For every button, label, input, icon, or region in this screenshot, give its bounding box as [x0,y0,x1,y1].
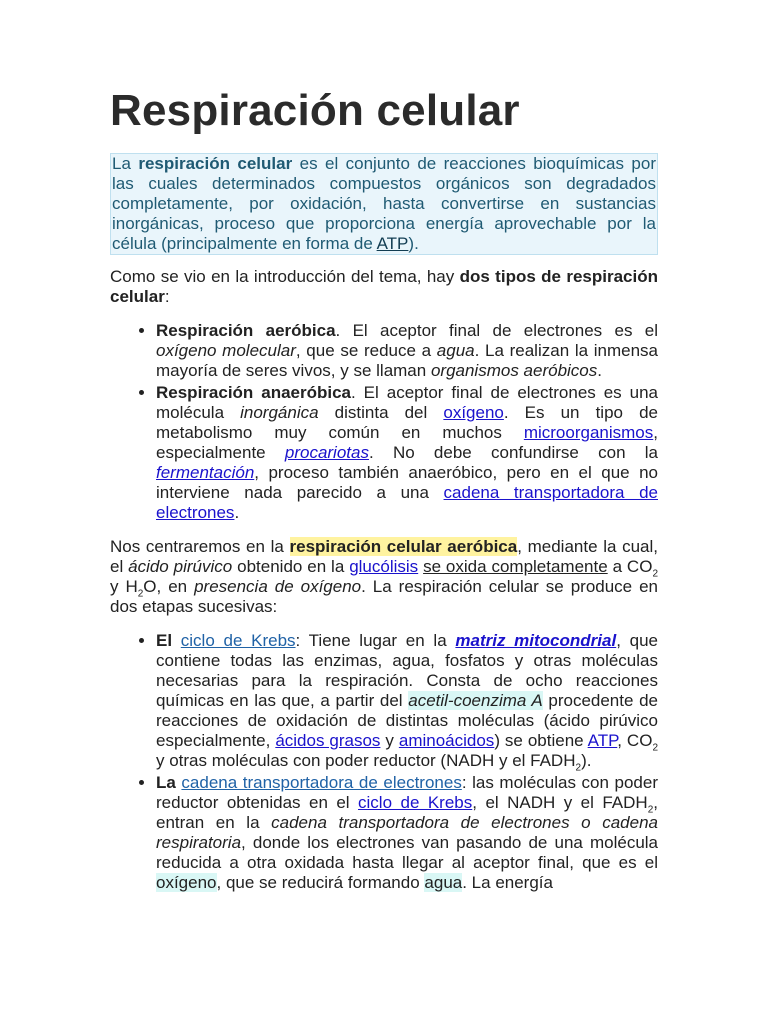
list-item-aerobic [156,321,658,381]
atp-link[interactable]: ATP [587,731,618,750]
oxigeno-link[interactable]: oxígeno [443,403,504,422]
subscript: 2 [652,568,658,580]
bold-term: El [156,631,173,650]
italic-term: agua [436,341,475,360]
respiration-types-list [110,321,658,523]
cadena-transportadora-link[interactable]: cadena transportadora de electrones [156,483,658,522]
subscript: 2 [652,742,658,754]
ciclo-krebs-link[interactable]: ciclo de Krebs [358,793,473,812]
italic-term: cadena transportadora de electrones o cadena respiratoria [156,813,658,852]
atp-link[interactable]: ATP [376,234,409,253]
bold-term: La [156,773,176,792]
item-text: : Tiene lugar en la [295,631,456,650]
intro-bold-term: respiración celular [138,154,293,173]
item-text: . [597,361,602,380]
intro-text: ). [408,234,419,253]
item-text: y otras moléculas con poder reductor (NADH y el FADH [156,751,576,770]
item-text: , especialmente [156,423,658,462]
item-text: , que se reduce a [295,341,437,360]
procariotas-link[interactable]: procariotas [284,443,369,462]
bold-term: dos tipos de respiración celular [110,267,658,306]
item-text: distinta del [318,403,444,422]
item-text: , que contiene todas las enzimas, agua, fosfatos y otras moléculas necesarias para la respiración. Consta de ocho reacciones químicas en las que, a partir del [156,631,658,710]
list-item-chain [156,773,658,893]
item-text [172,631,181,650]
highlighted-term: acetil-coenzima A [408,691,543,710]
item-text: . La energía [462,873,553,892]
item-text: , donde los electrones van pasando de una molécula reducida a otra oxidada hasta llegar al aceptor final, que es el [156,833,658,872]
item-text: procedente de reacciones de oxidación de distintas moléculas (ácido pirúvico especialmente, [156,691,659,750]
paragraph-text: : [164,287,170,306]
acidos-grasos-link[interactable]: ácidos grasos [275,731,381,750]
paragraph-text: Nos centraremos en la [110,537,290,556]
bold-term: Respiración aeróbica [156,321,336,340]
fermentacion-link[interactable]: fermentación [156,463,255,482]
matriz-mitocondrial-link[interactable]: matriz mitocondrial [455,631,617,650]
highlighted-term: agua [424,873,463,892]
italic-term: organismos aeróbicos [430,361,598,380]
item-text: , entran en la [156,793,659,832]
item-text: ) se obtiene [494,731,588,750]
item-text: y [380,731,399,750]
item-text: , el NADH y el FADH [472,793,648,812]
item-text: ). [581,751,592,770]
highlighted-term: oxígeno [156,873,217,892]
subscript: 2 [575,762,582,774]
italic-term: ácido pirúvico [128,557,233,576]
paragraph-text: y H [110,577,138,596]
definition-highlight [110,153,658,255]
glucolisis-link[interactable]: glucólisis [349,557,419,576]
item-text: . [234,503,240,522]
paragraph-text: O, en [143,577,195,596]
subscript: 2 [647,804,654,816]
types-intro-paragraph [110,267,658,307]
item-text: : las moléculas con poder reductor obtenidas en el [156,773,658,812]
list-item-anaerobic [156,383,658,523]
item-text: . La realizan la inmensa mayoría de seres vivos, y se llaman [156,341,658,380]
respiration-stages-list [110,631,658,893]
paragraph-text: , mediante la cual, el [110,537,658,576]
highlighted-term: respiración celular aeróbica [289,537,518,556]
item-text: , CO [617,731,653,750]
cadena-transportadora-link[interactable]: cadena transportadora de electrones [181,773,462,792]
item-text: , proceso también anaeróbico, pero en el que no interviene nada parecido a una [156,463,658,502]
item-text: . El aceptor final de electrones es el [335,321,658,340]
paragraph-text: obtenido en la [232,557,350,576]
item-text: . Es un tipo de metabolismo muy común en muchos [156,403,658,442]
italic-term: oxígeno molecular [156,341,296,360]
italic-term: presencia de oxígeno [194,577,362,596]
item-text: . No debe confundirse con la [368,443,659,462]
paragraph-text: Como se vio en la introducción del tema, hay [110,267,460,286]
ciclo-krebs-link[interactable]: ciclo de Krebs [180,631,296,650]
microorganismos-link[interactable]: microorganismos [523,423,654,442]
intro-text: La [112,154,139,173]
italic-term: inorgánica [240,403,319,422]
underlined-phrase: se oxida completamente [423,557,608,576]
list-item-krebs [156,631,659,774]
item-text: . El aceptor final de electrones es una molécula [156,383,658,422]
page-title: Respiración celular [110,86,520,135]
intro-text: es el conjunto de reacciones bioquímicas por las cuales determinados compuestos orgánicos son degradados completamente, por oxidación, hasta convertirse en sustancias inorgánicas, proceso que proporciona energía aprovechable por la célula (principalmente en forma de [112,154,656,253]
paragraph-text: . La respiración celular se produce en dos etapas sucesivas: [110,577,659,616]
paragraph-text: a CO [607,557,653,576]
aminoacidos-link[interactable]: aminoácidos [398,731,495,750]
article-body [110,153,658,907]
subscript: 2 [137,588,144,600]
aerobic-focus-paragraph [110,537,658,617]
bold-term: Respiración anaeróbica [156,383,352,402]
item-text: , que se reducirá formando [216,873,425,892]
